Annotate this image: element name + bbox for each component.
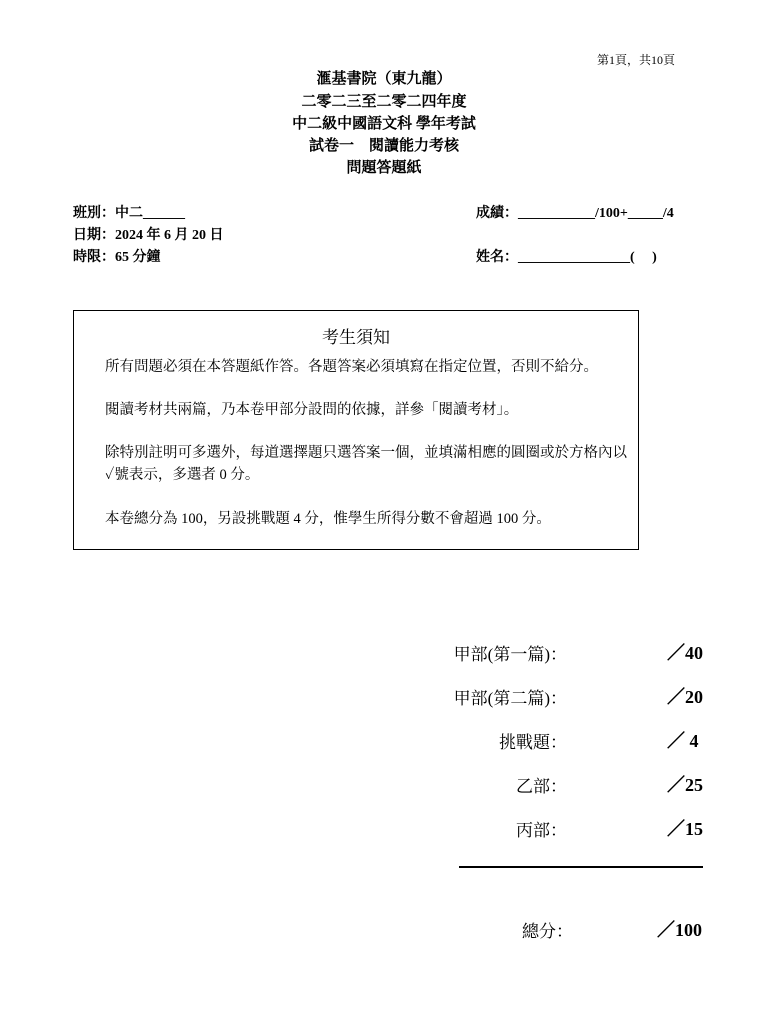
school-name: 滙基書院（東九龍） bbox=[316, 71, 452, 87]
total-label: 總分： bbox=[522, 922, 573, 941]
notice-paragraph: 閱讀考材共兩篇，乃本卷甲部分設問的依據，詳參「閱讀考材」。 bbox=[105, 402, 519, 418]
score-label-challenge: 挑戰題： bbox=[499, 733, 567, 752]
sheet-type: 問題答題紙 bbox=[346, 160, 422, 176]
score-value-part-a2: ／20 bbox=[667, 687, 703, 707]
score-value-challenge: ／ 4 bbox=[667, 731, 699, 751]
paper-title: 試卷一 閱讀能力考核 bbox=[308, 138, 459, 154]
time-field: 時限：65 分鐘 bbox=[73, 250, 161, 265]
score-label-part-a1: 甲部(第一篇)： bbox=[453, 645, 567, 664]
score-value-part-b: ／25 bbox=[667, 775, 703, 795]
notice-paragraph: 除特別註明可多選外，每道選擇題只選答案一個，並填滿相應的圓圈或於方格內以✓號表示，多選者 0 分。 bbox=[105, 445, 627, 483]
notice-paragraph: 所有問題必須在本答題紙作答。各題答案必須填寫在指定位置，否則不給分。 bbox=[105, 359, 598, 375]
notice-box bbox=[73, 310, 639, 550]
score-label-part-c: 丙部： bbox=[516, 821, 567, 840]
score-value-part-c: ／15 bbox=[667, 819, 703, 839]
date-field: 日期：2024 年 6 月 20 日 bbox=[73, 228, 224, 243]
school-year: 二零二三至二零二四年度 bbox=[301, 94, 467, 110]
exam-subject: 中二級中國語文科 學年考試 bbox=[292, 116, 476, 132]
class-field: 班別：中二______ bbox=[73, 206, 185, 221]
score-label-part-b: 乙部： bbox=[516, 777, 567, 796]
page-number: 第1頁，共10頁 bbox=[597, 53, 676, 67]
score-value-part-a1: ／40 bbox=[667, 643, 703, 663]
notice-paragraph: 本卷總分為 100，另設挑戰題 4 分，惟學生所得分數不會超過 100 分。 bbox=[105, 511, 551, 527]
score-field: 成績：___________/100+_____/4 bbox=[476, 206, 674, 221]
total-value: ／100 bbox=[657, 920, 702, 940]
notice-title: 考生須知 bbox=[322, 328, 390, 347]
score-label-part-a2: 甲部(第二篇)： bbox=[453, 689, 567, 708]
total-divider bbox=[459, 866, 703, 868]
name-field: 姓名：________________( ) bbox=[476, 250, 657, 265]
